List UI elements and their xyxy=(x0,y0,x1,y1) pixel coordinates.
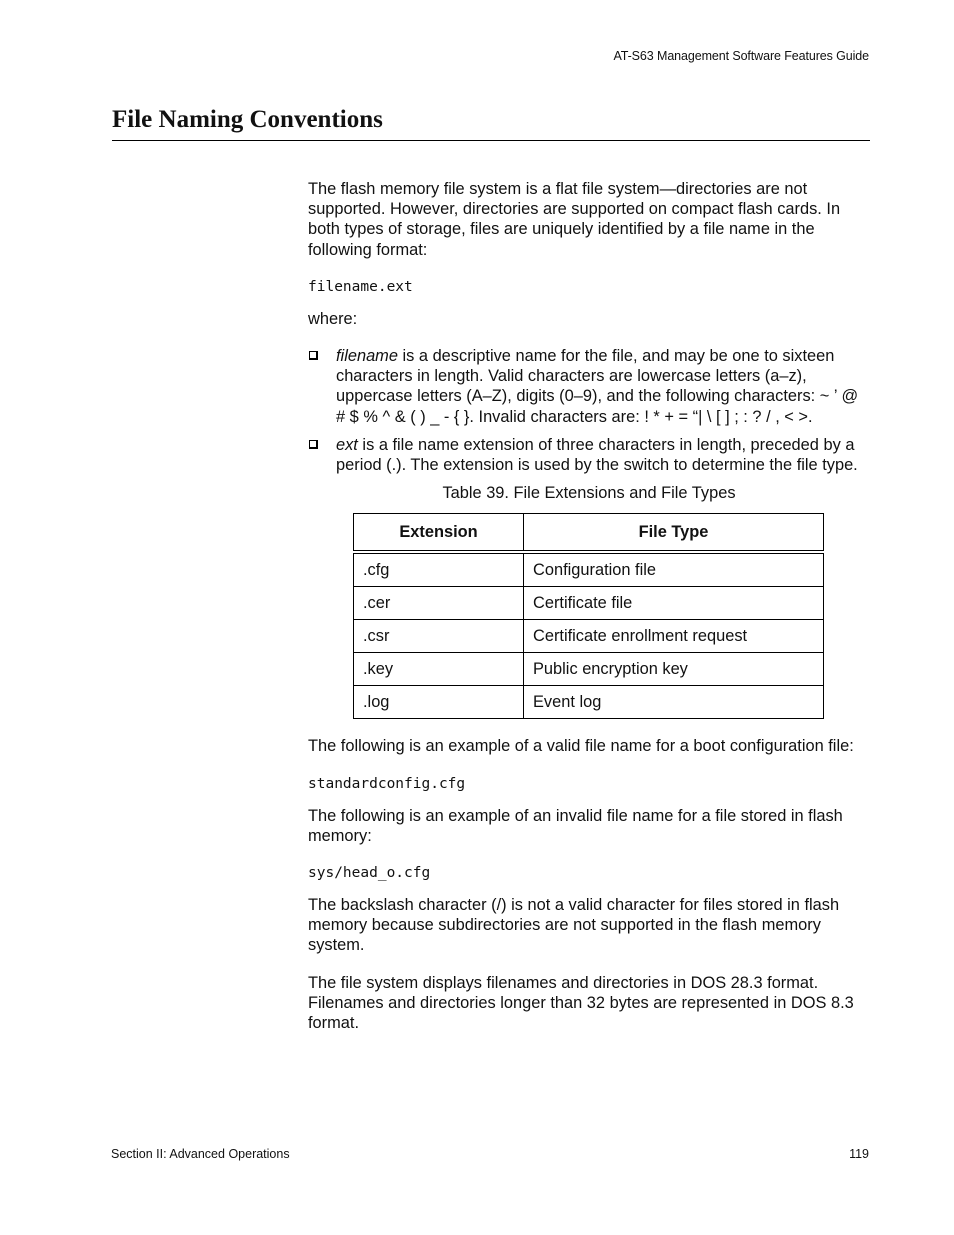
file-type-cell: Certificate enrollment request xyxy=(524,620,824,653)
extension-cell: .key xyxy=(354,653,524,686)
column-header: File Type xyxy=(524,514,824,553)
footer-section-label: Section II: Advanced Operations xyxy=(111,1147,290,1161)
bullet-text: is a file name extension of three characters in length, preceded by a period (.). The extension is used by the switch to determine the file type. xyxy=(336,435,858,475)
format-code: filename.ext xyxy=(308,278,413,295)
invalid-example-code: sys/head_o.cfg xyxy=(308,865,431,882)
file-type-cell: Public encryption key xyxy=(524,653,824,686)
bullet-term: ext xyxy=(336,435,358,454)
bullet-term: filename xyxy=(336,347,398,366)
backslash-note: The backslash character (/) is not a valid character for files stored in flash memory because subdirectories are not supported in the flash memory system. xyxy=(308,896,840,955)
running-header: AT-S63 Management Software Features Guide xyxy=(613,49,869,63)
bullet-ext xyxy=(308,435,870,475)
file-extensions-table xyxy=(353,513,824,719)
checkbox-bullet-icon xyxy=(309,351,318,360)
table-row xyxy=(354,686,824,719)
valid-example-intro: The following is an example of a valid file name for a boot configuration file: xyxy=(308,737,854,756)
bullet-text: is a descriptive name for the file, and may be one to sixteen characters in length. Valid characters are lowercase letters (a–z), uppercase letters (A–Z), digits (0–9), and the following characters: ~ ’ @ # $ % ^ & ( ) _ - { }. Invalid characters are: ! * + = “| \ [ ] ; : ? / , < >. xyxy=(336,347,859,426)
table-row xyxy=(354,587,824,620)
where-label: where: xyxy=(308,309,358,328)
file-type-cell: Configuration file xyxy=(524,552,824,587)
intro-paragraph: The flash memory file system is a flat file system—directories are not supported. However, directories are supported on compact flash cards. In both types of storage, files are uniquely identified by a file name in the following format: xyxy=(308,180,841,259)
table-header-row xyxy=(354,514,824,553)
valid-example-code: standardconfig.cfg xyxy=(308,775,466,792)
dos-format-note: The file system displays filenames and directories in DOS 28.3 format. Filenames and directories longer than 32 bytes are represented in DOS 8.3 format. xyxy=(308,973,854,1033)
column-header: Extension xyxy=(354,514,524,553)
file-type-cell: Certificate file xyxy=(524,587,824,620)
table-row xyxy=(354,552,824,587)
extension-cell: .log xyxy=(354,686,524,719)
checkbox-bullet-icon xyxy=(309,440,318,449)
page-number: 119 xyxy=(849,1147,869,1161)
table-row xyxy=(354,653,824,686)
title-divider xyxy=(112,140,870,141)
table-row xyxy=(354,620,824,653)
bullet-filename xyxy=(308,346,870,427)
extension-cell: .cfg xyxy=(354,552,524,587)
extension-cell: .cer xyxy=(354,587,524,620)
invalid-example-intro: The following is an example of an invalid file name for a file stored in flash memory: xyxy=(308,806,843,845)
extension-cell: .csr xyxy=(354,620,524,653)
table-caption: Table 39. File Extensions and File Types xyxy=(442,484,736,503)
section-title: File Naming Conventions xyxy=(112,106,383,133)
body-content xyxy=(308,179,870,1050)
file-type-cell: Event log xyxy=(524,686,824,719)
